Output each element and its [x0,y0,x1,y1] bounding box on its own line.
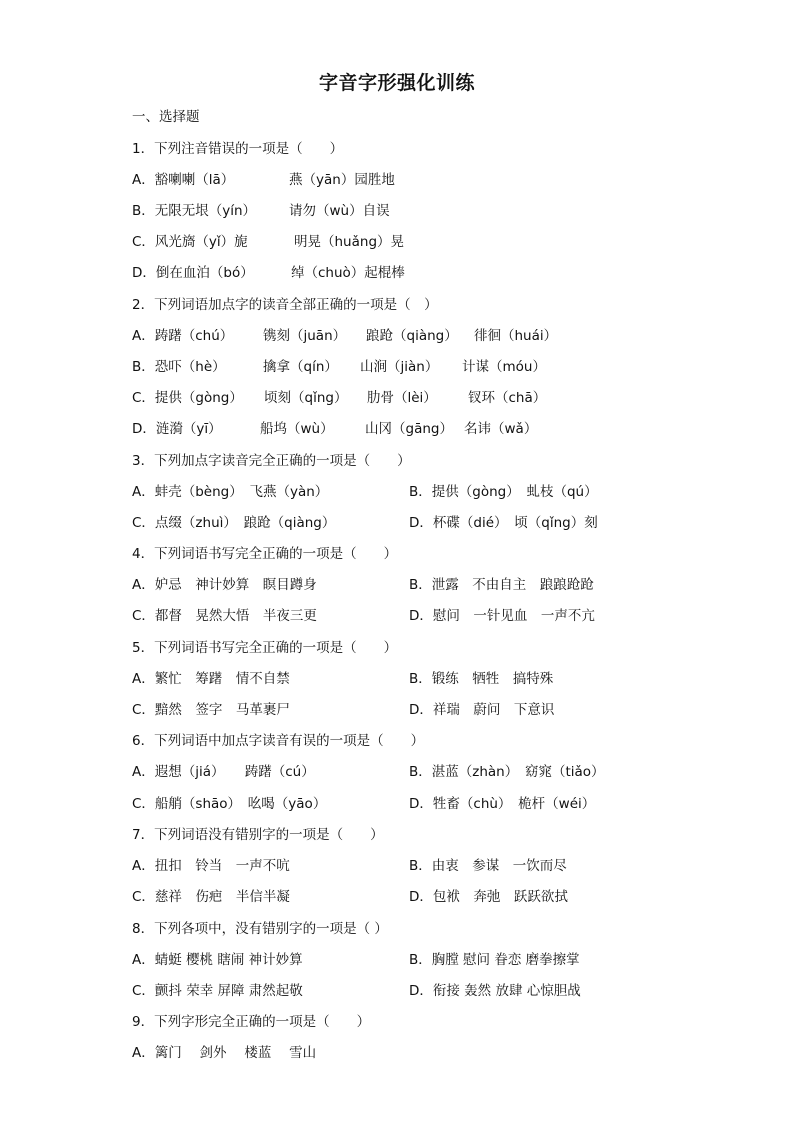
option-2c-4: 钗环（chā） [468,390,547,406]
option-4c: C．都督 晃然大悟 半夜三更 [132,608,317,624]
option-2c-1: C．提供（gòng） [132,390,243,406]
option-3a: A．蚌壳（bèng） 飞燕（yàn） [132,484,329,500]
option-2b-1: B．恐吓（hè） [132,359,226,375]
option-9a: A．篱门 剑外 楼蓝 雪山 [132,1045,317,1061]
option-7a: A．扭扣 铃当 一声不吭 [132,858,290,874]
option-1b-word: 请勿（wù）自误 [289,203,390,219]
page-title: 字音字形强化训练 [318,72,475,94]
option-2b-3: 山涧（jiàn） [360,359,439,375]
option-2a-2: 镌刻（juān） [263,328,347,344]
option-1b: B．无限无垠（yín） [132,203,257,219]
option-7c: C．慈祥 伤疤 半信半凝 [132,889,290,905]
option-4a: A．妒忌 神计妙算 瞑目蹲身 [132,577,317,593]
option-2c-3: 肋骨（lèi） [367,390,437,406]
question-6-stem: 6．下列词语中加点字读音有误的一项是（ ） [132,733,425,749]
option-6a: A．遐想（jiá） 踌躇（cú） [132,764,315,780]
option-2a-1: A．踌躇（chú） [132,328,234,344]
option-8d: D．衔接 轰然 放肆 心惊胆战 [409,983,581,999]
question-4-stem: 4．下列词语书写完全正确的一项是（ ） [132,546,398,562]
option-1d-word: 绰（chuò）起棍棒 [291,265,405,281]
option-2d-4: 名讳（wǎ） [464,421,538,437]
question-5-stem: 5．下列词语书写完全正确的一项是（ ） [132,640,398,656]
option-2d-3: 山冈（gāng） [365,421,453,437]
option-1a: A．豁喇喇（lā） [132,172,235,188]
option-8b: B．胸膛 慰问 眷恋 磨拳擦掌 [409,952,580,968]
option-1a-word: 燕（yān）园胜地 [289,172,395,188]
option-1c-word: 明晃（huǎng）晃 [294,234,405,250]
option-6d: D．牲畜（chù） 桅杆（wéi） [409,796,596,812]
option-2b-4: 计谋（móu） [462,359,546,375]
option-5c: C．黯然 签字 马革裹尸 [132,702,290,718]
option-2c-2: 顷刻（qǐng） [264,390,348,406]
option-2b-2: 擒拿（qín） [263,359,338,375]
question-9-stem: 9．下列字形完全正确的一项是（ ） [132,1014,371,1030]
option-1d: D．倒在血泊（bó） [132,265,254,281]
option-6c: C．船艄（shāo） 吆喝（yāo） [132,796,327,812]
option-8a: A．蜻蜓 樱桃 瞎闹 神计妙算 [132,952,303,968]
question-8-stem: 8．下列各项中，没有错别字的一项是（ ） [132,921,388,937]
option-2a-4: 徘徊（huái） [474,328,558,344]
option-7b: B．由衷 参谋 一饮而尽 [409,858,567,874]
option-5d: D．祥瑞 蔚问 下意识 [409,702,555,718]
question-2-stem: 2．下列词语加点字的读音全部正确的一项是（ ） [132,297,438,313]
option-5a: A．繁忙 筹躇 情不自禁 [132,671,290,687]
option-4d: D．慰问 一针见血 一声不亢 [409,608,595,624]
option-2d-1: D．涟漪（yī） [132,421,222,437]
section-heading: 一、选择题 [132,109,200,125]
option-3b: B．提供（gòng） 虬枝（qú） [409,484,598,500]
option-4b: B．泄露 不由自主 踉踉跄跄 [409,577,594,593]
option-7d: D．包袱 奔弛 跃跃欲拭 [409,889,568,905]
option-3c: C．点缀（zhuì） 踉跄（qiàng） [132,515,336,531]
question-3-stem: 3．下列加点字读音完全正确的一项是（ ） [132,453,411,469]
option-3d: D．杯碟（dié） 顷（qǐng）刻 [409,515,598,531]
option-8c: C．颤抖 荣幸 屏障 肃然起敬 [132,983,303,999]
option-1c: C．风光旖（yǐ）旎 [132,234,248,250]
question-1-stem: 1．下列注音错误的一项是（ ） [132,141,344,157]
option-2a-3: 踉跄（qiàng） [366,328,458,344]
option-5b: B．锻练 牺牲 搞特殊 [409,671,554,687]
option-2d-2: 船坞（wù） [260,421,334,437]
option-6b: B．湛蓝（zhàn） 窈窕（tiǎo） [409,764,605,780]
question-7-stem: 7．下列词语没有错别字的一项是（ ） [132,827,384,843]
